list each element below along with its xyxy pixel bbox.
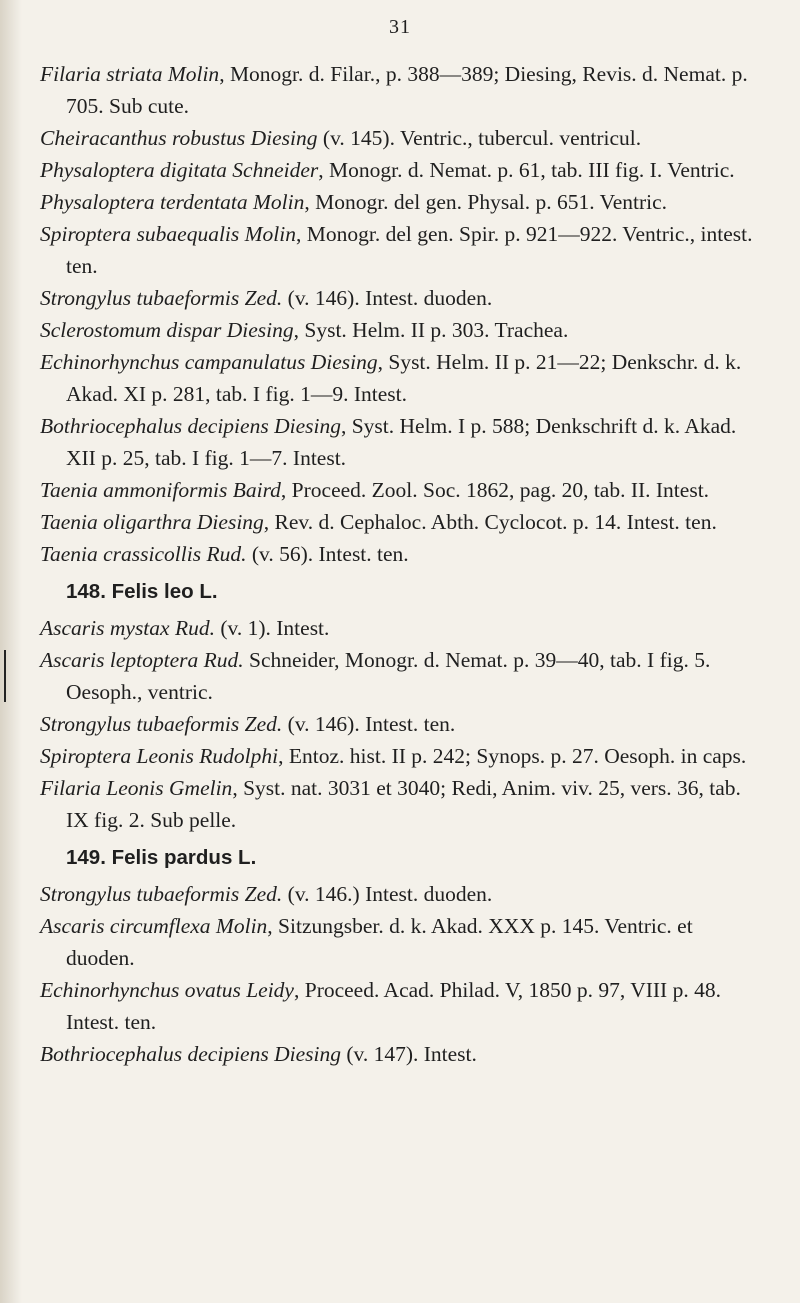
entry — [0, 154, 800, 186]
page-body — [0, 58, 800, 1070]
entry — [0, 878, 800, 910]
page-number: 31 — [389, 16, 411, 38]
species-name: Physaloptera terdentata Molin — [40, 190, 305, 214]
species-name: Strongylus tubaeformis Zed. — [40, 882, 283, 906]
species-name: Bothriocephalus decipiens Diesing — [40, 1042, 341, 1066]
species-name: Spiroptera subaequalis Molin — [40, 222, 297, 246]
entry-text: , Monogr. del gen. Spir. p. 921—922. Ventric., intest. ten. — [66, 222, 753, 278]
entry-text: , Proceed. Acad. Philad. V, 1850 p. 97, VIII p. 48. Intest. ten. — [66, 978, 721, 1034]
entry-text: (v. 145). Ventric., tubercul. ventricul. — [317, 126, 642, 150]
entry-text: , Monogr. del gen. Physal. p. 651. Ventric. — [304, 190, 668, 214]
entry — [0, 538, 800, 570]
species-name: Strongylus tubaeformis Zed. — [40, 286, 283, 310]
species-name: Echinorhynchus ovatus Leidy — [40, 978, 294, 1002]
entry — [0, 282, 800, 314]
entry-text: , Syst. Helm. II p. 21—22; Denkschr. d. k. Akad. XI p. 281, tab. I fig. 1—9. Intest. — [66, 350, 742, 406]
species-name: Ascaris leptoptera Rud. — [40, 648, 244, 672]
entry — [0, 218, 800, 282]
entry-text: , Syst. nat. 3031 et 3040; Redi, Anim. viv. 25, vers. 36, tab. IX fig. 2. Sub pelle. — [66, 776, 741, 832]
entry-text: , Syst. Helm. II p. 303. Trachea. — [293, 318, 569, 342]
entry — [0, 474, 800, 506]
entry — [0, 1038, 800, 1070]
entry — [0, 58, 800, 122]
species-name: Filaria Leonis Gmelin — [40, 776, 233, 800]
section-heading-felis-leo: 148. Felis leo L. — [66, 580, 218, 603]
entry — [0, 346, 800, 410]
entry — [0, 910, 800, 974]
entry — [0, 122, 800, 154]
species-name: Bothriocephalus decipiens Diesing — [40, 414, 341, 438]
species-name: Cheiracanthus robustus Diesing — [40, 126, 318, 150]
species-name: Sclerostomum dispar Diesing — [40, 318, 294, 342]
entry — [0, 644, 800, 708]
species-name: Ascaris mystax Rud. — [40, 616, 215, 640]
species-name: Echinorhynchus campanulatus Diesing — [40, 350, 378, 374]
entry — [0, 314, 800, 346]
entry-text: , Syst. Helm. I p. 588; Denkschrift d. k. Akad. XII p. 25, tab. I fig. 1—7. Intest. — [66, 414, 737, 470]
entry — [0, 740, 800, 772]
entry — [0, 410, 800, 474]
entry-text: (v. 146). Intest. duoden. — [282, 286, 493, 310]
species-name: Taenia ammoniformis Baird — [40, 478, 281, 502]
entry-text: (v. 146.) Intest. duoden. — [282, 882, 493, 906]
entry-text: , Entoz. hist. II p. 242; Synops. p. 27. Oesoph. in caps. — [278, 744, 747, 768]
species-name: Taenia crassicollis Rud. — [40, 542, 247, 566]
species-name: Strongylus tubaeformis Zed. — [40, 712, 283, 736]
entry-text: , Rev. d. Cephaloc. Abth. Cyclocot. p. 14. Intest. ten. — [263, 510, 717, 534]
species-name: Ascaris circumflexa Molin — [40, 914, 268, 938]
entry-text: , Monogr. d. Nemat. p. 61, tab. III fig. I. Ventric. — [318, 158, 735, 182]
entry-text: , Sitzungsber. d. k. Akad. XXX p. 145. Ventric. et duoden. — [66, 914, 693, 970]
entry — [0, 772, 800, 836]
species-name: Physaloptera digitata Schneider — [40, 158, 319, 182]
entry-text: Schneider, Monogr. d. Nemat. p. 39—40, tab. I fig. 5. Oesoph., ventric. — [66, 648, 711, 704]
entry-text: , Monogr. d. Filar., p. 388—389; Diesing, Revis. d. Nemat. p. 705. Sub cute. — [66, 62, 748, 118]
species-name: Spiroptera Leonis Rudolphi — [40, 744, 279, 768]
entry-text: (v. 147). Intest. — [340, 1042, 477, 1066]
section-heading-felis-pardus: 149. Felis pardus L. — [66, 846, 257, 869]
entry — [0, 708, 800, 740]
species-name: Filaria striata Molin — [40, 62, 220, 86]
entry — [0, 506, 800, 538]
entry — [0, 186, 800, 218]
entry — [0, 612, 800, 644]
entry-text: (v. 146). Intest. ten. — [282, 712, 456, 736]
entry-text: (v. 1). Intest. — [214, 616, 330, 640]
entry — [0, 974, 800, 1038]
entry-text: (v. 56). Intest. ten. — [246, 542, 409, 566]
entry-text: , Proceed. Zool. Soc. 1862, pag. 20, tab. II. Intest. — [280, 478, 710, 502]
species-name: Taenia oligarthra Diesing — [40, 510, 264, 534]
